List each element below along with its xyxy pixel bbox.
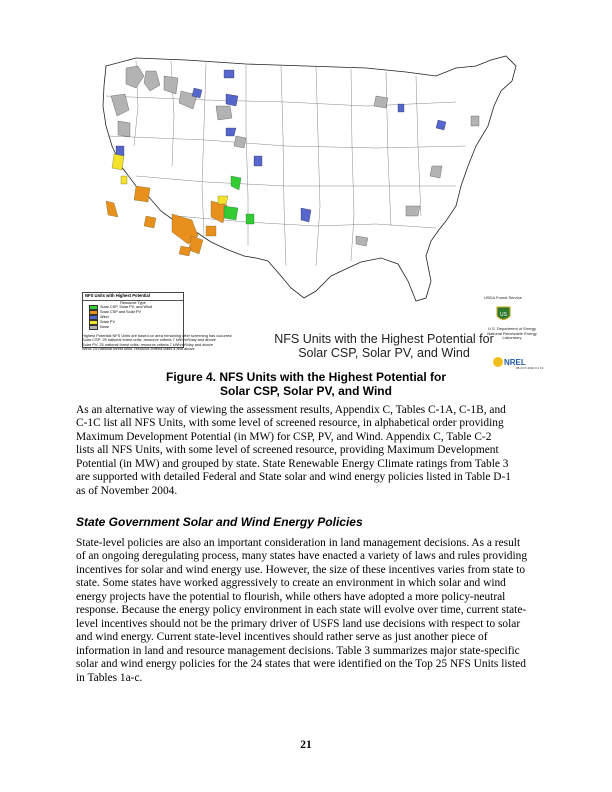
legend-item	[83, 325, 183, 330]
text-line: As an alternative way of viewing the assessment results, Appendix C, Tables C-1A, C-1B, and	[76, 404, 506, 416]
note-line: Solar CSP: 25 national forest units, resource criteria 7 kWh/m²/day and above	[82, 337, 216, 343]
page-number: 21	[300, 739, 312, 751]
text-line: C-1C list all NFS Units, with some level of screened resource, in alphabetical order providing	[76, 417, 504, 430]
text-line: energy projects have the potential to flourish, while others have adopted a more policy-neutral	[76, 590, 506, 603]
section-heading: State Government Solar and Wind Energy Policies	[76, 515, 363, 529]
legend-item-label: Wind	[100, 315, 109, 320]
legend-title: NFS Units with Highest Potential	[83, 293, 183, 301]
figure-caption	[76, 371, 536, 398]
text-line: response. Because the energy policy environment in each state will evolve over time, current state-	[76, 604, 527, 617]
note-line: Highest Potential NFS Units are based on area remaining after screening has occurred:	[82, 333, 233, 338]
svg-text:NREL: NREL	[504, 358, 526, 367]
legend-item-label: Solar CSP, Solar PV, and Wind	[100, 305, 153, 310]
legend-swatch	[89, 325, 98, 330]
text-line: Maximum Development Potential (in MW) for CSP, PV, and Wind. Appendix C, Table C-2	[76, 430, 492, 443]
legend-item-label: Solar PV	[100, 320, 115, 325]
legend-subtitle: Resource Type	[120, 300, 146, 305]
text-line: solar and wind energy policies for the 24 states that were identified on the Top 25 NFS Units listed	[76, 658, 526, 671]
text-line: level incentives should not be the primary driver of USFS land use decisions with respect to solar	[76, 617, 521, 630]
text-line: in Tables 1a-c.	[76, 671, 143, 684]
map-title-line2: Solar CSP, Solar PV, and Wind	[298, 346, 470, 360]
svg-text:US: US	[500, 312, 507, 318]
legend-item-label: Solar CSP and Solar PV	[100, 310, 142, 315]
map-title	[274, 332, 494, 360]
text-line: Potential (in MW) and grouped by state. State Renewable Energy Climate ratings from Table 3	[76, 457, 509, 470]
paragraph-2	[76, 537, 546, 685]
usda-shield-icon	[496, 306, 511, 323]
note-line: Wind: 25 national forest units, resource criteria class 4 and above	[82, 346, 195, 352]
figure-4-map	[76, 36, 546, 372]
paragraph-1	[76, 404, 546, 498]
text-line: information in land and resource management decisions. Table 3 summarizes major state-specific	[76, 644, 520, 657]
text-line: state. Some states have worked aggressively to create an environment in which solar and wind	[76, 577, 506, 590]
usda-label: USDA Forest Service	[484, 295, 522, 300]
caption-line1: Figure 4. NFS Units with the Highest Potential for	[165, 370, 446, 384]
figure-note	[82, 334, 272, 352]
legend-item-label: None	[100, 325, 110, 330]
note-line: Solar PV: 25 national forest units, resource criteria 7 kWh/m²/day and above	[82, 341, 213, 347]
text-line: incentives for solar and wind energy use. However, the size of these incentives varies from state to	[76, 563, 526, 576]
text-line: and wind energy. Current state-level incentives should rather serve as just another piece of	[76, 631, 488, 644]
doe-label: U.S. Department of Energy National Renewable Energy Laboratory	[487, 326, 537, 340]
text-line: State-level policies are also an important consideration in land management decisions. As a result	[76, 537, 521, 549]
text-line: of an ongoing deregulating process, many states have enacted a variety of laws and rules providing	[76, 550, 528, 563]
text-line: as of November 2004.	[76, 484, 178, 497]
map-code: 08-OCT-2004 0.1.19	[516, 366, 544, 370]
text-line: are supported with detailed Federal and State solar and wind energy policies listed in Table D-1	[76, 471, 511, 484]
map-title-line1: NFS Units with the Highest Potential for	[274, 332, 494, 346]
text-line: lists all NFS Units, with some level of screened resource, providing Maximum Development	[76, 444, 499, 457]
caption-line2: Solar CSP, Solar PV, and Wind	[220, 383, 392, 398]
